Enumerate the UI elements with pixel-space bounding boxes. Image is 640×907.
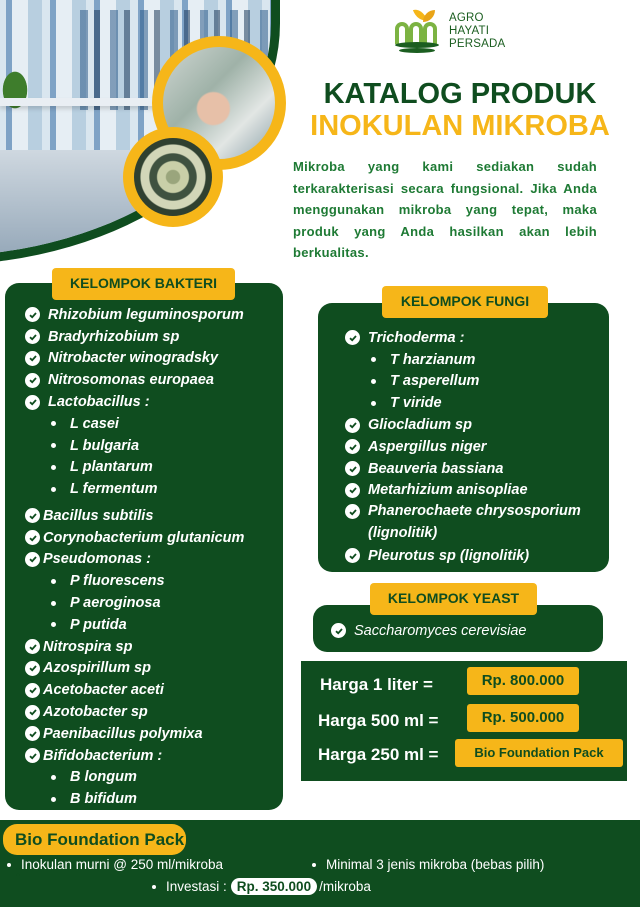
- bullet-icon: [51, 465, 56, 470]
- investment-price: Rp. 350.000: [231, 878, 317, 895]
- bio-pack-point: Inokulan murni @ 250 ml/mikroba: [7, 857, 223, 872]
- list-item: Bifidobacterium :: [25, 745, 244, 767]
- list-item: Corynobacterium glutanicum: [25, 527, 244, 549]
- bullet-icon: [51, 487, 56, 492]
- list-item: Metarhizium anisopliae: [345, 480, 581, 502]
- bullet-icon: [152, 885, 156, 889]
- bullet-icon: [371, 357, 376, 362]
- check-icon: [345, 548, 360, 563]
- yeast-list: [331, 620, 526, 642]
- bio-pack-point: Minimal 3 jenis mikroba (bebas pilih): [312, 857, 544, 872]
- sub-item: P fluorescens: [25, 570, 244, 592]
- fungal-culture-photo: [123, 127, 223, 227]
- check-icon: [25, 373, 40, 388]
- list-item: Azospirillum sp: [25, 658, 244, 680]
- check-icon: [345, 418, 360, 433]
- bullet-icon: [51, 775, 56, 780]
- bakteri-heading: KELOMPOK BAKTERI: [52, 268, 235, 300]
- check-icon: [25, 395, 40, 410]
- price-value: Rp. 500.000: [467, 704, 579, 732]
- check-icon: [345, 461, 360, 476]
- sub-item: B bifidum: [25, 788, 244, 810]
- price-label: Harga 1 liter =: [320, 675, 433, 694]
- list-item: Saccharomyces cerevisiae: [331, 620, 526, 642]
- brand-name-line-3: PERSADA: [449, 37, 506, 50]
- list-item: Lactobacillus :: [25, 391, 244, 413]
- price-value: Rp. 800.000: [467, 667, 579, 695]
- sub-item: L fermentum: [25, 478, 244, 500]
- fungi-heading: KELOMPOK FUNGI: [382, 286, 548, 318]
- check-icon: [25, 726, 40, 741]
- check-icon: [25, 530, 40, 545]
- bullet-icon: [51, 797, 56, 802]
- bio-pack-investment: Investasi : Rp. 350.000 /mikroba: [152, 878, 371, 895]
- page-title: [290, 78, 630, 142]
- check-icon: [345, 483, 360, 498]
- title-line-1: KATALOG PRODUK: [323, 78, 597, 110]
- bullet-icon: [371, 401, 376, 406]
- check-icon: [345, 504, 360, 519]
- bullet-icon: [51, 421, 56, 426]
- bullet-icon: [7, 863, 11, 867]
- sub-item: B longum: [25, 767, 244, 789]
- check-icon: [25, 639, 40, 654]
- price-label: Harga 500 ml =: [318, 711, 439, 730]
- list-item: Paenibacillus polymixa: [25, 723, 244, 745]
- check-icon: [25, 705, 40, 720]
- list-item: Phanerochaete chrysosporium (lignolitik): [345, 501, 581, 545]
- sub-item: L bulgaria: [25, 435, 244, 457]
- bullet-icon: [51, 579, 56, 584]
- list-item: Nitrospira sp: [25, 636, 244, 658]
- intro-paragraph: Mikroba yang kami sediakan sudah terkarakterisasi secara fungsional. Jika Anda menggunakan mikroba yang tepat, maka produk yang Anda hasilkan akan lebih berkualitas.: [293, 159, 597, 261]
- list-item: Pseudomonas :: [25, 549, 244, 571]
- logo-mark-icon: [393, 8, 441, 54]
- check-icon: [25, 329, 40, 344]
- sub-item: P putida: [25, 614, 244, 636]
- yeast-heading: KELOMPOK YEAST: [370, 583, 537, 615]
- bullet-icon: [51, 622, 56, 627]
- list-item: Beauveria bassiana: [345, 458, 581, 480]
- list-item: Nitrobacter winogradsky: [25, 348, 244, 370]
- list-item: Rhizobium leguminosporum: [25, 304, 244, 326]
- fungi-list: [345, 327, 581, 567]
- list-item: Pleurotus sp (lignolitik): [345, 545, 581, 567]
- price-label: Harga 250 ml =: [318, 745, 439, 764]
- sub-item: P aeroginosa: [25, 592, 244, 614]
- list-item: Bacillus subtilis: [25, 505, 244, 527]
- list-item: Gliocladium sp: [345, 414, 581, 436]
- bio-pack-heading: Bio Foundation Pack :: [3, 824, 186, 855]
- sub-item: L plantarum: [25, 457, 244, 479]
- check-icon: [25, 661, 40, 676]
- brand-name-line-2: HAYATI: [449, 24, 490, 37]
- brand-name-line-1: AGRO: [449, 11, 484, 24]
- check-icon: [25, 508, 40, 523]
- sub-item: T asperellum: [345, 371, 581, 393]
- check-icon: [345, 439, 360, 454]
- bullet-icon: [51, 443, 56, 448]
- check-icon: [331, 623, 346, 638]
- bullet-icon: [371, 379, 376, 384]
- sub-item: T viride: [345, 392, 581, 414]
- check-icon: [25, 351, 40, 366]
- bullet-icon: [51, 601, 56, 606]
- check-icon: [25, 307, 40, 322]
- bullet-icon: [312, 863, 316, 867]
- price-panel: [301, 661, 627, 781]
- check-icon: [345, 330, 360, 345]
- sub-item: L casei: [25, 413, 244, 435]
- price-value: Bio Foundation Pack: [455, 739, 623, 767]
- check-icon: [25, 748, 40, 763]
- list-item: Acetobacter aceti: [25, 679, 244, 701]
- bakteri-list: [25, 304, 244, 500]
- list-item: Azotobacter sp: [25, 701, 244, 723]
- check-icon: [25, 683, 40, 698]
- check-icon: [25, 552, 40, 567]
- brand-name: [449, 12, 505, 51]
- list-item: Aspergillus niger: [345, 436, 581, 458]
- sub-item: T harzianum: [345, 349, 581, 371]
- list-item: Nitrosomonas europaea: [25, 369, 244, 391]
- bakteri-list-continued: [25, 505, 244, 810]
- list-item: Trichoderma :: [345, 327, 581, 349]
- list-item: Bradyrhizobium sp: [25, 326, 244, 348]
- title-line-2: INOKULAN MIKROBA: [310, 110, 610, 142]
- brand-logo: [393, 8, 505, 54]
